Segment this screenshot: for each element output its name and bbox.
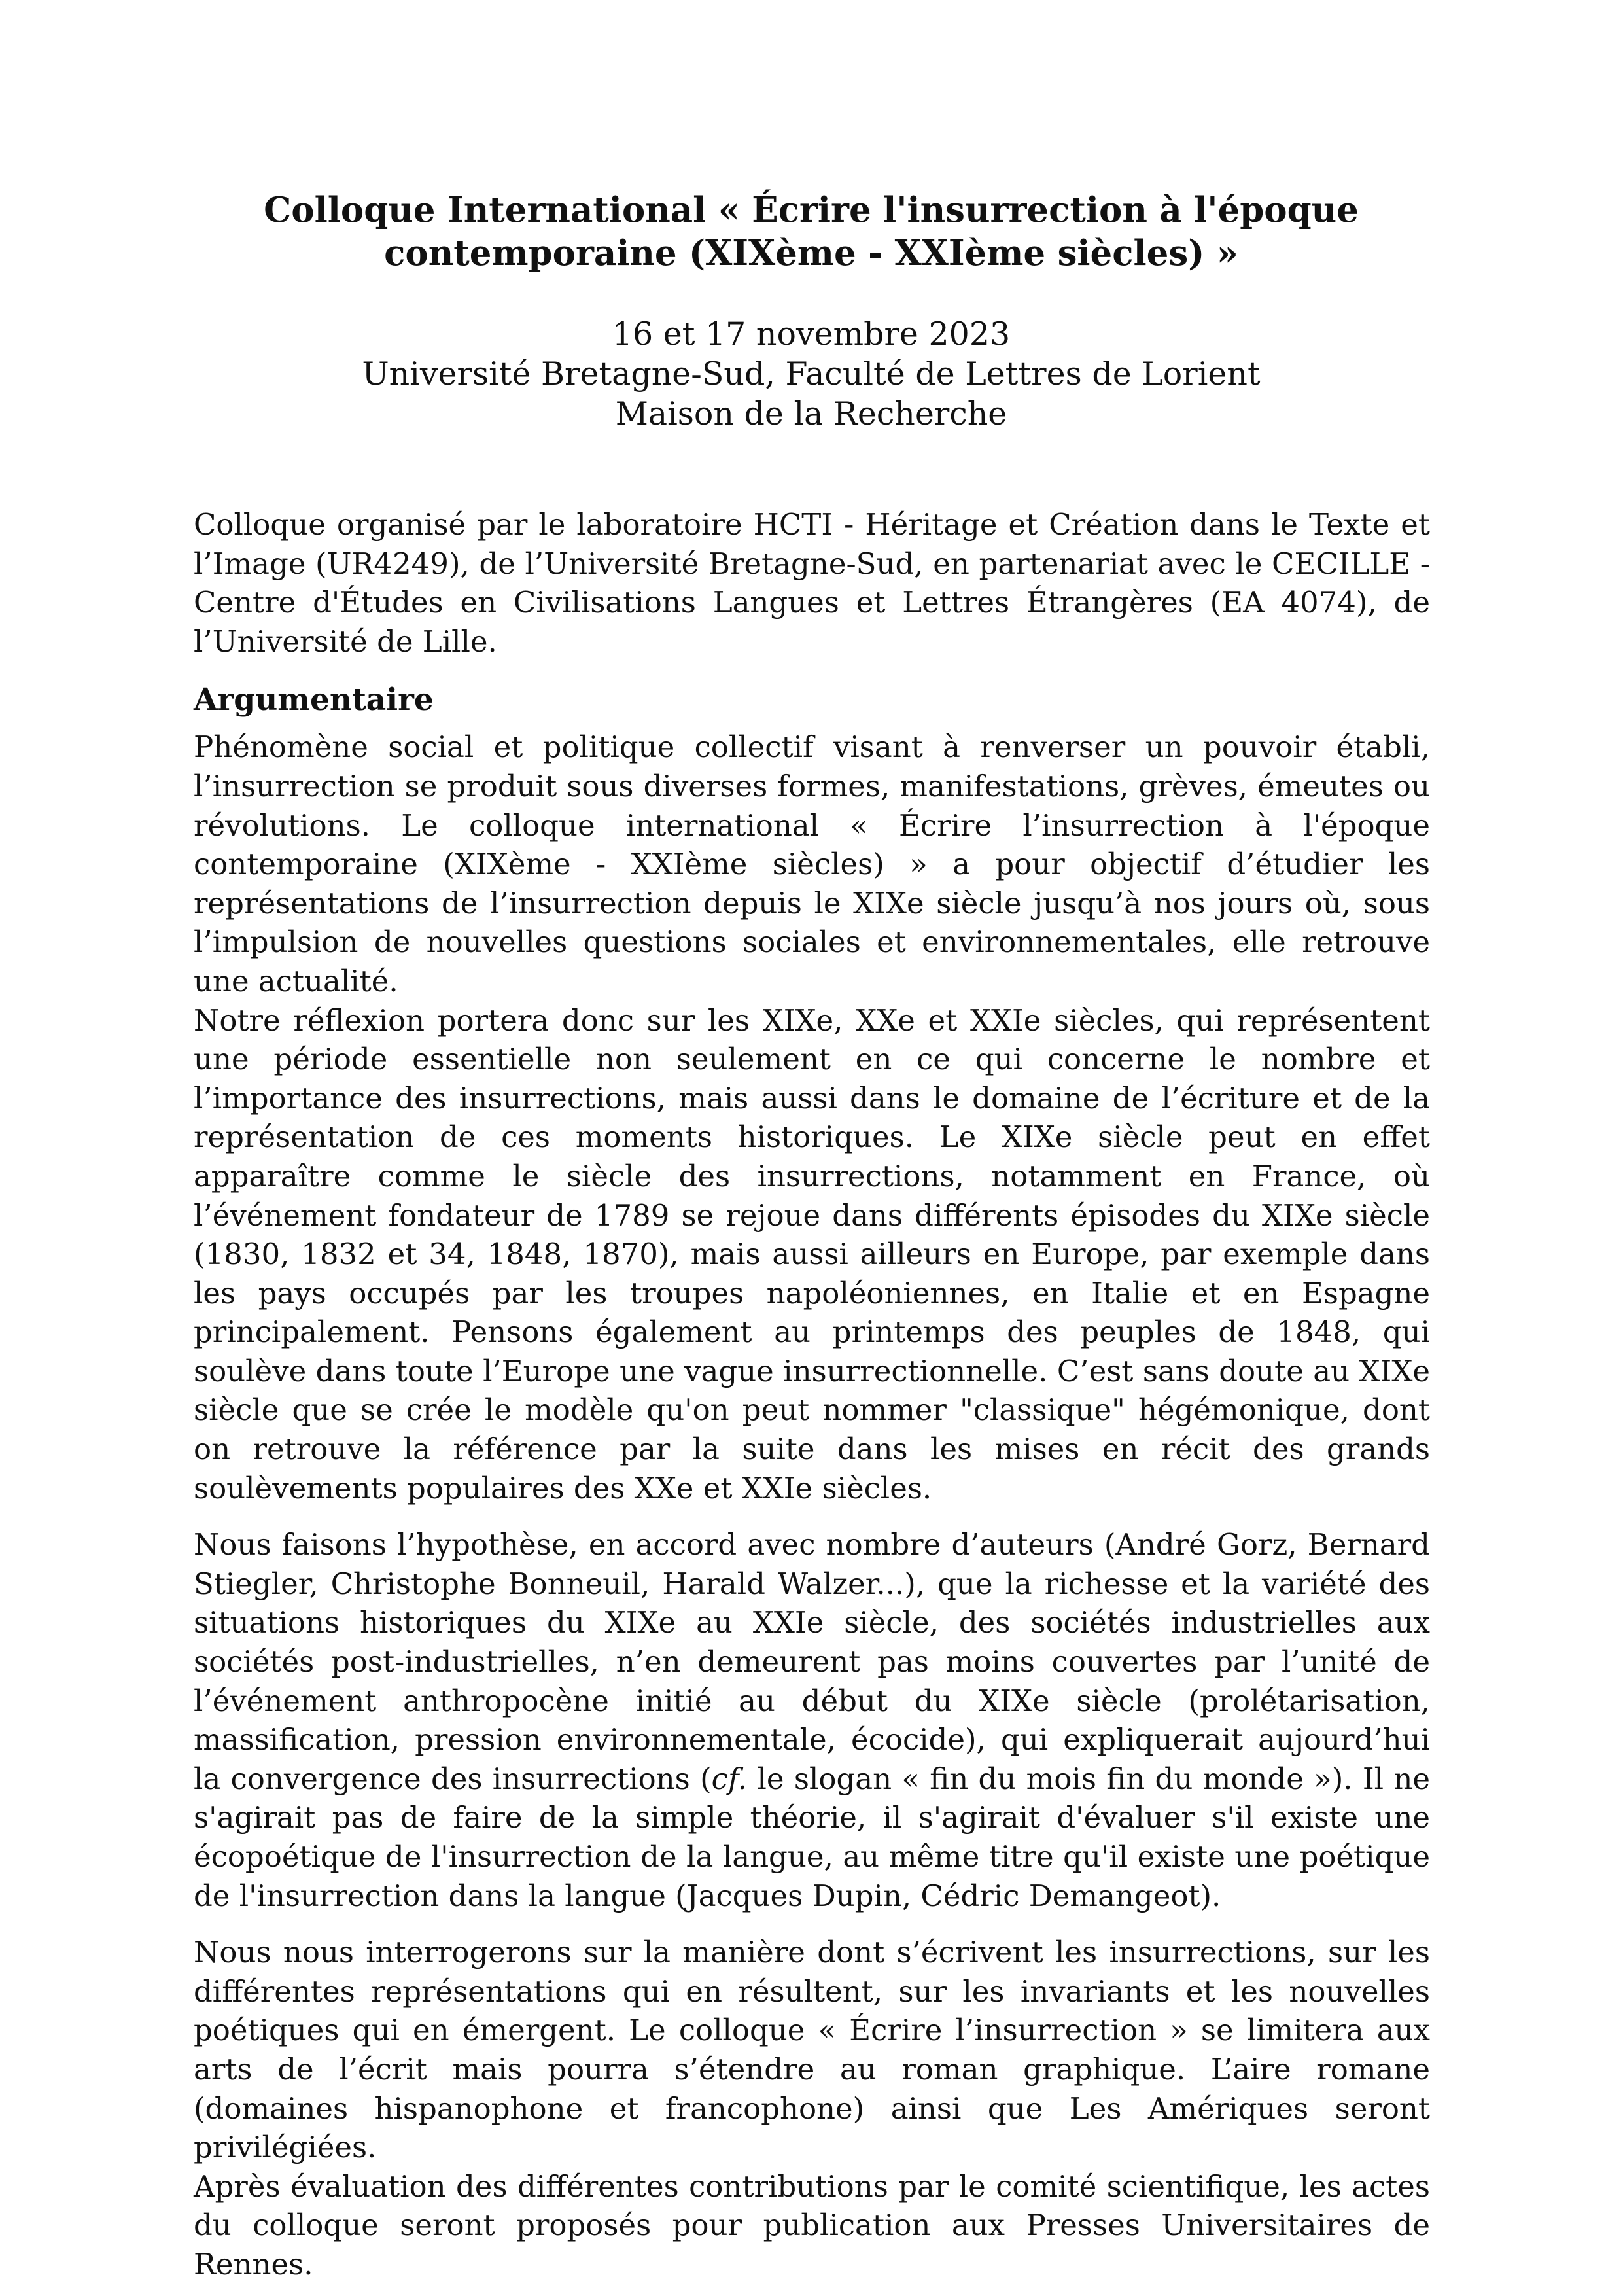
paragraph-5: Après évaluation des différentes contributions par le comité scientifique, les actes du colloque seront proposés pour publication aux Presses Universitaires de Rennes. — [194, 2168, 1430, 2282]
paragraph-1: Phénomène social et politique collectif visant à renverser un pouvoir établi, l’insurrection se produit sous diverses formes, manifestations, grèves, émeutes ou révolutions. Le colloque international « Écrire l’insurrection à l'époque contemporaine (XIXème - XXIème siècles) » a pour objectif d’étudier les représentations de l’insurrection depuis le XIXe siècle jusqu’à nos jours où, sous l’impulsion de nouvelles questions sociales et environnementales, elle retrouve une actualité. — [194, 730, 1430, 998]
document-title — [196, 188, 1426, 275]
paragraph-3 — [194, 1525, 1430, 1915]
section-heading: Argumentaire — [194, 682, 434, 718]
paragraph-3-part-2: le slogan « fin du mois fin du monde »). Il ne s'agirait pas de faire de la simple théorie, il s'agirait d'évaluer s'il existe une écopoétique de l'insurrection de la langue, au même titre qu'il existe une poétique de l'insurrection dans la langue (Jacques Dupin, Cédric Demangeot). — [194, 1761, 1430, 1913]
event-building: Maison de la Recherche — [615, 395, 1007, 433]
paragraph-4: Nous nous interrogerons sur la manière dont s’écrivent les insurrections, sur les différentes représentations qui en résultent, sur les invariants et les nouvelles poétiques qui en émergent. Le colloque « Écrire l’insurrection » se limitera aux arts de l’écrit mais pourra s’étendre au roman graphique. L’aire romane (domaines hispanophone et francophone) ainsi que Les Amériques seront privilégiées. — [194, 1935, 1430, 2165]
document-body — [194, 505, 1430, 2284]
title-line-2: contemporaine (XIXème - XXIème siècles) » — [384, 233, 1238, 274]
intro-paragraph: Colloque organisé par le laboratoire HCTI - Héritage et Création dans le Texte et l’Image (UR4249), de l’Université Bretagne-Sud, en partenariat avec le CECILLE - Centre d'Études en Civilisations Langues et Lettres Étrangères (EA 4074), de l’Université de Lille. — [194, 507, 1430, 659]
paragraph-3-part-1: Nous faisons l’hypothèse, en accord avec nombre d’auteurs (André Gorz, Bernard Stiegler, Christophe Bonneuil, Harald Walzer...), que la richesse et la variété des situations historiques du XIXe au XXIe siècle, des sociétés industrielles aux sociétés post-industrielles, n’en demeurent pas moins couvertes par l’unité de l’événement anthropocène initié au début du XIXe siècle (prolétarisation, massification, pression environnementale, écocide), qui expliquerait aujourd’hui la convergence des insurrections ( — [194, 1527, 1430, 1796]
paragraph-3-cf: cf. — [711, 1761, 748, 1796]
event-venue: Université Bretagne-Sud, Faculté de Lettres de Lorient — [362, 355, 1261, 393]
title-line-1: Colloque International « Écrire l'insurrection à l'époque — [264, 190, 1359, 230]
paragraph-2: Notre réflexion portera donc sur les XIXe, XXe et XXIe siècles, qui représentent une période essentielle non seulement en ce qui concerne le nombre et l’importance des insurrections, mais aussi dans le domaine de l’écriture et de la représentation de ces moments historiques. Le XIXe siècle peut en effet apparaître comme le siècle des insurrections, notamment en France, où l’événement fondateur de 1789 se rejoue dans différents épisodes du XIXe siècle (1830, 1832 et 34, 1848, 1870), mais aussi ailleurs en Europe, par exemple dans les pays occupés par les troupes napoléoniennes, en Italie et en Espagne principalement. Pensons également au printemps des peuples de 1848, qui soulève dans toute l’Europe une vague insurrectionnelle. C’est sans doute au XIXe siècle que se crée le modèle qu'on peut nommer "classique" hégémonique, dont on retrouve la référence par la suite dans les mises en récit des grands soulèvements populaires des XXe et XXIe siècles. — [194, 1002, 1430, 1506]
event-details — [196, 314, 1426, 434]
event-date: 16 et 17 novembre 2023 — [612, 315, 1011, 353]
